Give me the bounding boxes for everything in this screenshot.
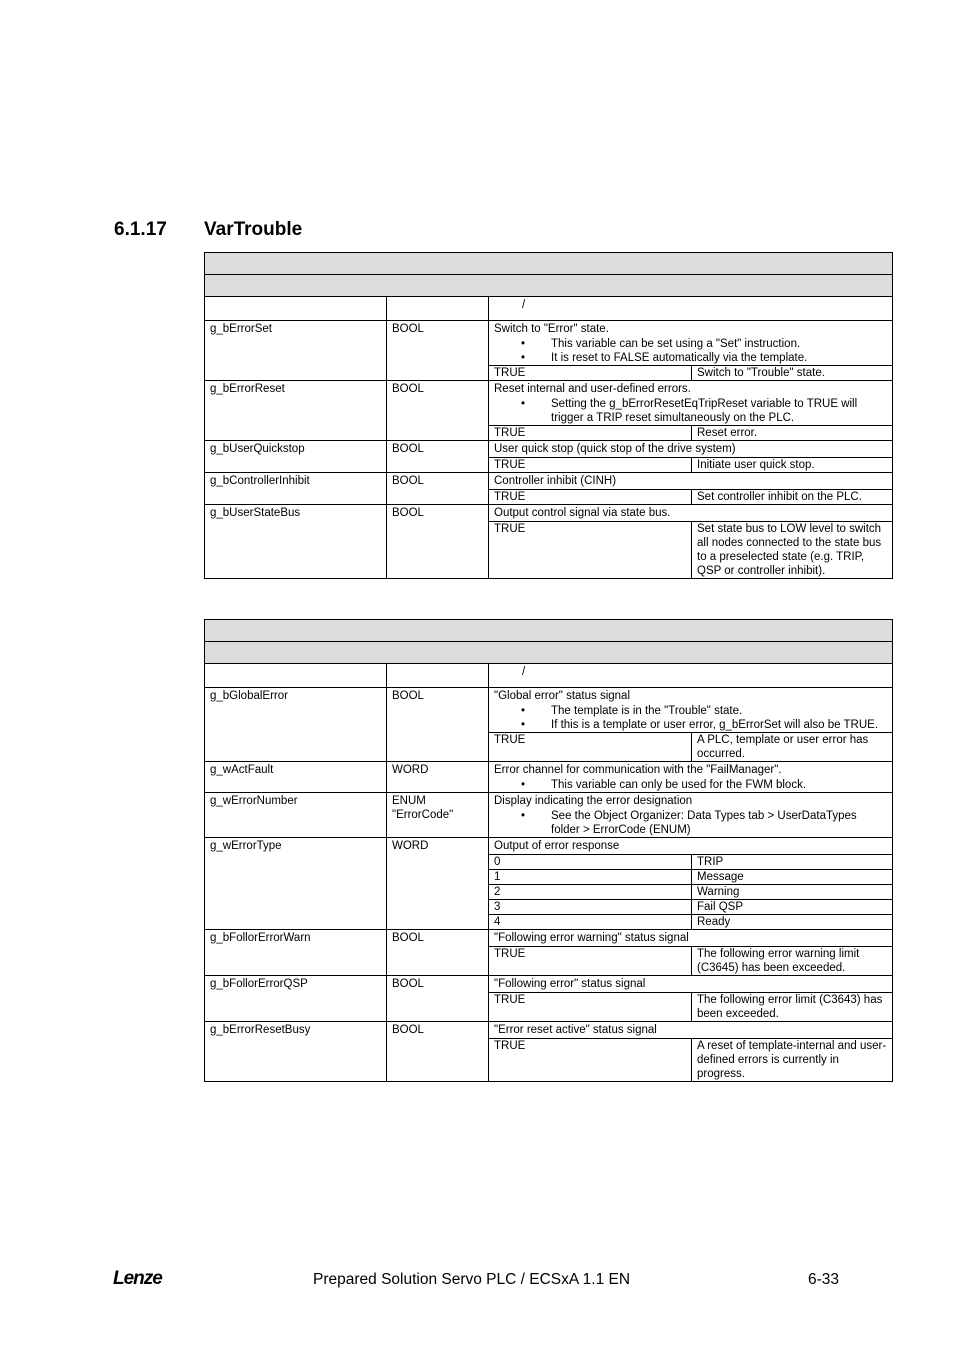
bullet-list — [489, 778, 892, 792]
value-cell: TRUE — [489, 733, 692, 762]
variable-description — [489, 688, 893, 762]
table-row — [205, 381, 893, 441]
value-row — [489, 458, 892, 473]
meaning-cell: Warning — [692, 885, 893, 900]
value-table — [489, 365, 892, 380]
value-table — [489, 946, 892, 975]
meaning-cell: Ready — [692, 915, 893, 930]
variable-type: BOOL — [387, 381, 489, 441]
description-text: "Following error warning" status signal — [494, 932, 689, 944]
table-subheader-band — [205, 275, 893, 297]
value-table — [489, 854, 892, 929]
meaning-cell: The following error limit (C3643) has been exceeded. — [692, 993, 893, 1022]
meaning-cell: Reset error. — [692, 426, 893, 441]
column-head-slash: / — [522, 299, 526, 311]
variable-name: g_bErrorResetBusy — [205, 1022, 387, 1082]
bullet-item: • This variable can only be used for the FWM block. — [489, 778, 886, 792]
table-subheader-band — [205, 642, 893, 664]
column-head-slash: / — [522, 666, 526, 678]
table-row — [205, 1022, 893, 1082]
meaning-cell: Fail QSP — [692, 900, 893, 915]
variable-type: BOOL — [387, 976, 489, 1022]
column-head-name — [205, 297, 387, 321]
description-text: "Following error" status signal — [494, 978, 646, 990]
bullet-list — [489, 337, 892, 365]
inputs-variable-table — [204, 252, 893, 579]
variable-type: WORD — [387, 838, 489, 930]
meaning-cell: Initiate user quick stop. — [692, 458, 893, 473]
table-row — [205, 793, 893, 838]
description-text: User quick stop (quick stop of the drive system) — [494, 443, 736, 455]
variable-description — [489, 1022, 893, 1082]
meaning-cell: Set state bus to LOW level to switch all nodes connected to the state bus to a preselected state (e.g. TRIP, QSP or controller inhibit). — [692, 522, 893, 579]
table-row — [205, 930, 893, 976]
meaning-cell: The following error warning limit (C3645) has been exceeded. — [692, 947, 893, 976]
bullet-item: • This variable can be set using a "Set" instruction. — [489, 337, 886, 351]
value-cell: 3 — [489, 900, 692, 915]
value-row — [489, 426, 892, 441]
column-head-type — [387, 664, 489, 688]
variable-description — [489, 930, 893, 976]
bullet-list — [489, 809, 892, 837]
description-text: Display indicating the error designation — [494, 795, 693, 807]
bullet-item: • Setting the g_bErrorResetEqTripReset variable to TRUE will trigger a TRIP reset simultaneously on the PLC. — [489, 397, 886, 425]
variable-description — [489, 838, 893, 930]
variable-description — [489, 381, 893, 441]
description-text: "Error reset active" status signal — [494, 1024, 657, 1036]
variable-type: ENUM "ErrorCode" — [387, 793, 489, 838]
table-header-band — [205, 620, 893, 642]
table-row — [205, 976, 893, 1022]
value-row — [489, 947, 892, 976]
variable-description — [489, 321, 893, 381]
table-header-band — [205, 253, 893, 275]
value-cell: TRUE — [489, 993, 692, 1022]
description-text: Reset internal and user-defined errors. — [494, 383, 691, 395]
value-row — [489, 870, 892, 885]
variable-type: BOOL — [387, 473, 489, 505]
variable-description — [489, 762, 893, 793]
section-number: 6.1.17 — [114, 219, 167, 240]
value-row — [489, 733, 892, 762]
value-table — [489, 992, 892, 1021]
value-cell: TRUE — [489, 458, 692, 473]
table-row — [205, 762, 893, 793]
value-cell: TRUE — [489, 426, 692, 441]
value-table — [489, 457, 892, 472]
description-text: Output of error response — [494, 840, 620, 852]
variable-description — [489, 793, 893, 838]
variable-name: g_bUserQuickstop — [205, 441, 387, 473]
variable-name: g_wActFault — [205, 762, 387, 793]
table-body — [205, 253, 893, 579]
table-row — [205, 441, 893, 473]
variable-description — [489, 505, 893, 579]
variable-name: g_wErrorNumber — [205, 793, 387, 838]
variable-name: g_bFollorErrorWarn — [205, 930, 387, 976]
section-title: VarTrouble — [204, 219, 303, 240]
description-text: Output control signal via state bus. — [494, 507, 671, 519]
value-cell: TRUE — [489, 522, 692, 579]
variable-type: BOOL — [387, 1022, 489, 1082]
value-cell: TRUE — [489, 1039, 692, 1082]
table-row — [205, 838, 893, 930]
description-text: Switch to "Error" state. — [494, 323, 609, 335]
outputs-variable-table — [204, 619, 893, 1082]
variable-type: BOOL — [387, 321, 489, 381]
value-table — [489, 425, 892, 440]
meaning-cell: Message — [692, 870, 893, 885]
table-row — [205, 473, 893, 505]
variable-type: BOOL — [387, 930, 489, 976]
column-head-description — [489, 297, 893, 321]
table-row — [205, 688, 893, 762]
value-row — [489, 900, 892, 915]
variable-type: BOOL — [387, 688, 489, 762]
variable-type: BOOL — [387, 505, 489, 579]
column-head-type — [387, 297, 489, 321]
variable-type: BOOL — [387, 441, 489, 473]
value-cell: TRUE — [489, 947, 692, 976]
table-body — [205, 620, 893, 1082]
variable-name: g_bControllerInhibit — [205, 473, 387, 505]
value-cell: 0 — [489, 855, 692, 870]
meaning-cell: Switch to "Trouble" state. — [692, 366, 893, 381]
variable-name: g_bErrorReset — [205, 381, 387, 441]
bullet-item: • See the Object Organizer: Data Types tab > UserDataTypes folder > ErrorCode (ENUM) — [489, 809, 886, 837]
variable-type: WORD — [387, 762, 489, 793]
value-cell: TRUE — [489, 366, 692, 381]
value-table — [489, 732, 892, 761]
column-head-name — [205, 664, 387, 688]
variable-name: g_bErrorSet — [205, 321, 387, 381]
bullet-item: • If this is a template or user error, g_bErrorSet will also be TRUE. — [489, 718, 886, 732]
variable-name: g_bFollorErrorQSP — [205, 976, 387, 1022]
value-row — [489, 366, 892, 381]
value-row — [489, 885, 892, 900]
footer-page-number: 6-33 — [808, 1271, 840, 1288]
value-row — [489, 915, 892, 930]
lenze-logo: Lenze — [113, 1268, 162, 1289]
value-row — [489, 490, 892, 505]
table-row — [205, 321, 893, 381]
variable-description — [489, 473, 893, 505]
description-text: Controller inhibit (CINH) — [494, 475, 617, 487]
value-table — [489, 1038, 892, 1081]
meaning-cell: A reset of template-internal and user-defined errors is currently in progress. — [692, 1039, 893, 1082]
value-table — [489, 489, 892, 504]
value-row — [489, 1039, 892, 1082]
bullet-item: • The template is in the "Trouble" state. — [489, 704, 886, 718]
variable-name: g_bGlobalError — [205, 688, 387, 762]
value-cell: 2 — [489, 885, 692, 900]
table-row — [205, 505, 893, 579]
description-text: "Global error" status signal — [494, 690, 631, 702]
bullet-list — [489, 397, 892, 425]
value-row — [489, 993, 892, 1022]
value-cell: TRUE — [489, 490, 692, 505]
section-heading — [114, 219, 302, 241]
meaning-cell: TRIP — [692, 855, 893, 870]
bullet-list — [489, 704, 892, 732]
value-row — [489, 522, 892, 579]
variable-name: g_wErrorType — [205, 838, 387, 930]
value-row — [489, 855, 892, 870]
variable-description — [489, 441, 893, 473]
value-table — [489, 521, 892, 578]
value-cell: 1 — [489, 870, 692, 885]
variable-description — [489, 976, 893, 1022]
meaning-cell: A PLC, template or user error has occurred. — [692, 733, 893, 762]
bullet-item: • It is reset to FALSE automatically via the template. — [489, 351, 886, 365]
value-cell: 4 — [489, 915, 692, 930]
description-text: Error channel for communication with the "FailManager". — [494, 764, 782, 776]
variable-name: g_bUserStateBus — [205, 505, 387, 579]
footer-document-title: Prepared Solution Servo PLC / ECSxA 1.1 EN — [313, 1271, 631, 1288]
column-head-description — [489, 664, 893, 688]
meaning-cell: Set controller inhibit on the PLC. — [692, 490, 893, 505]
